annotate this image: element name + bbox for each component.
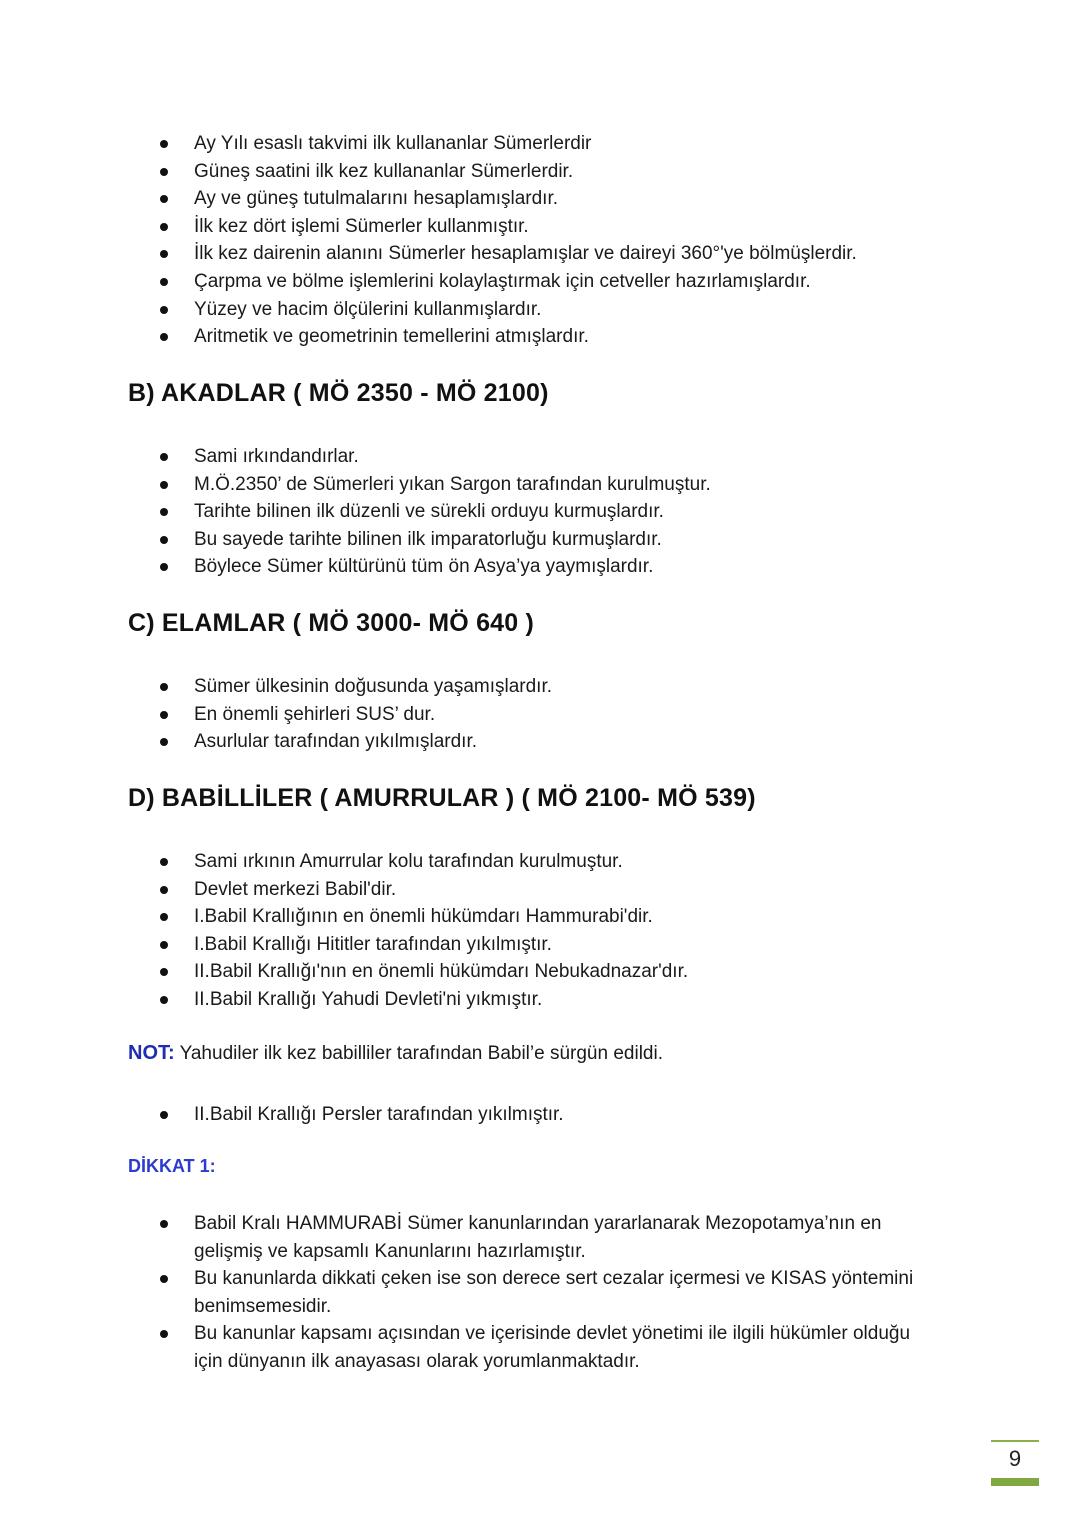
list-item: Babil Kralı HAMMURABİ Sümer kanunlarından yararlanarak Mezopotamya’nın en gelişmiş ve kapsamlı Kanunlarını hazırlamıştır. — [160, 1210, 980, 1265]
bullet-icon — [160, 563, 168, 571]
list-item: İlk kez dört işlemi Sümerler kullanmıştır. — [160, 213, 980, 241]
elamlar-heading: C) ELAMLAR ( MÖ 3000- MÖ 640 ) — [128, 609, 535, 637]
bullet-icon — [160, 333, 168, 341]
page-number-top-rule — [991, 1440, 1039, 1442]
bullet-icon — [160, 306, 168, 314]
list-item: Asurlular tarafından yıkılmışlardır. — [160, 728, 980, 756]
page-number-bar — [991, 1478, 1039, 1486]
list-item: Ay Yılı esaslı takvimi ilk kullananlar Sümerlerdir — [160, 130, 980, 158]
dikkat-list — [160, 1210, 980, 1376]
list-item: Böylece Sümer kültürünü tüm ön Asya’ya yaymışlardır. — [160, 553, 980, 581]
bullet-icon — [160, 858, 168, 866]
bullet-icon — [160, 140, 168, 148]
akadlar-list — [160, 443, 980, 581]
bullet-icon — [160, 223, 168, 231]
bullet-icon — [160, 711, 168, 719]
persian-conquest-list — [160, 1101, 980, 1129]
bullet-icon — [160, 941, 168, 949]
bullet-icon — [160, 278, 168, 286]
list-item: I.Babil Krallığı Hititler tarafından yıkılmıştır. — [160, 931, 980, 959]
note-paragraph — [128, 1042, 663, 1065]
bullet-icon — [160, 683, 168, 691]
list-item: Aritmetik ve geometrinin temellerini atmışlardır. — [160, 323, 980, 351]
bullet-icon — [160, 250, 168, 258]
page-number: 9 — [1008, 1446, 1022, 1471]
list-item: Devlet merkezi Babil'dir. — [160, 876, 980, 904]
bullet-icon — [160, 996, 168, 1004]
note-text: Yahudiler ilk kez babilliler tarafından Babil’e sürgün edildi. — [174, 1043, 663, 1064]
bullet-icon — [160, 1220, 168, 1228]
akadlar-heading: B) AKADLAR ( MÖ 2350 - MÖ 2100) — [128, 379, 549, 407]
list-item: M.Ö.2350’ de Sümerleri yıkan Sargon tarafından kurulmuştur. — [160, 471, 980, 499]
list-item: İlk kez dairenin alanını Sümerler hesaplamışlar ve daireyi 360°'ye bölmüşlerdir. — [160, 240, 980, 268]
list-item: Çarpma ve bölme işlemlerini kolaylaştırmak için cetveller hazırlamışlardır. — [160, 268, 980, 296]
bullet-icon — [160, 1275, 168, 1283]
list-item: Tarihte bilinen ilk düzenli ve sürekli orduyu kurmuşlardır. — [160, 498, 980, 526]
bullet-icon — [160, 481, 168, 489]
list-item: II.Babil Krallığı'nın en önemli hükümdarı Nebukadnazar'dır. — [160, 958, 980, 986]
list-item: Yüzey ve hacim ölçülerini kullanmışlardır. — [160, 296, 980, 324]
list-item: I.Babil Krallığının en önemli hükümdarı Hammurabi'dir. — [160, 903, 980, 931]
sumer-achievements-list — [160, 130, 980, 351]
bullet-icon — [160, 168, 168, 176]
list-item: Güneş saatini ilk kez kullananlar Sümerlerdir. — [160, 158, 980, 186]
bullet-icon — [160, 508, 168, 516]
bullet-icon — [160, 195, 168, 203]
list-item: II.Babil Krallığı Yahudi Devleti'ni yıkmıştır. — [160, 986, 980, 1014]
bullet-icon — [160, 738, 168, 746]
bullet-icon — [160, 968, 168, 976]
list-item: Sami ırkındandırlar. — [160, 443, 980, 471]
bullet-icon — [160, 913, 168, 921]
list-item: Ay ve güneş tutulmalarını hesaplamışlardır. — [160, 185, 980, 213]
bullet-icon — [160, 886, 168, 894]
bullet-icon — [160, 536, 168, 544]
list-item: Sami ırkının Amurrular kolu tarafından kurulmuştur. — [160, 848, 980, 876]
note-label: NOT: — [128, 1042, 175, 1064]
bullet-icon — [160, 453, 168, 461]
dikkat-label: DİKKAT 1: — [128, 1156, 216, 1176]
bullet-icon — [160, 1330, 168, 1338]
bullet-icon — [160, 1111, 168, 1119]
list-item: II.Babil Krallığı Persler tarafından yıkılmıştır. — [160, 1101, 980, 1129]
list-item: En önemli şehirleri SUS’ dur. — [160, 701, 980, 729]
list-item: Bu kanunlarda dikkati çeken ise son derece sert cezalar içermesi ve KISAS yöntemini benimsemesidir. — [160, 1265, 980, 1320]
babilliler-heading: D) BABİLLİLER ( AMURRULAR ) ( MÖ 2100- MÖ 539) — [128, 784, 756, 812]
elamlar-list — [160, 673, 980, 756]
list-item: Bu kanunlar kapsamı açısından ve içerisinde devlet yönetimi ile ilgili hükümler olduğu için dünyanın ilk anayasası olarak yorumlanmaktadır. — [160, 1320, 980, 1375]
list-item: Bu sayede tarihte bilinen ilk imparatorluğu kurmuşlardır. — [160, 526, 980, 554]
list-item: Sümer ülkesinin doğusunda yaşamışlardır. — [160, 673, 980, 701]
babilliler-list — [160, 848, 980, 1014]
page-number-box — [991, 1440, 1039, 1486]
